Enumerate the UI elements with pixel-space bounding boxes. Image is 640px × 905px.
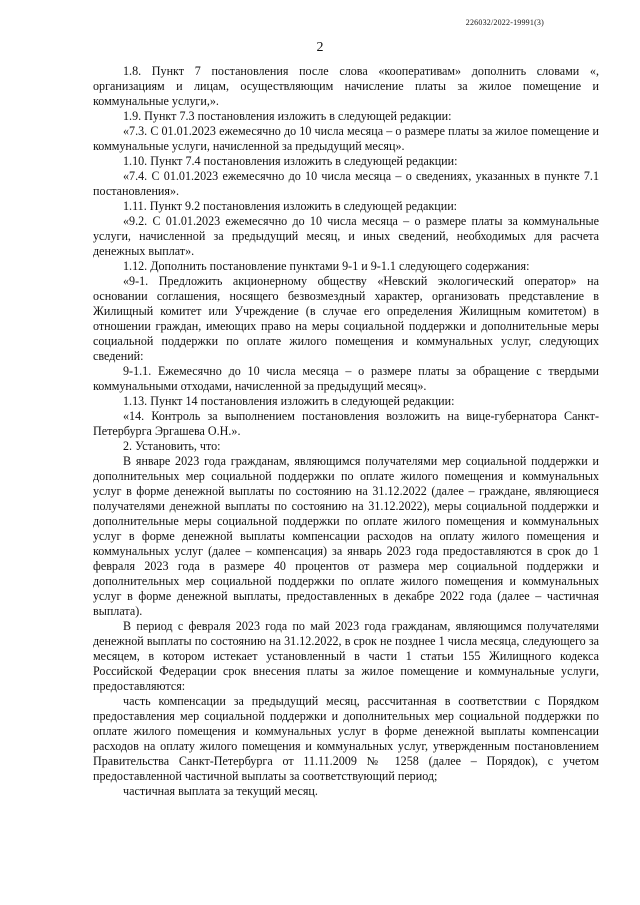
paragraph-9-2-text: «9.2. С 01.01.2023 ежемесячно до 10 числа месяца – о размере платы за коммунальные услуги, начисленной за предыдущий месяц, и иных сведений, необходимых для расчета денежных выплат». <box>93 214 599 258</box>
document-body <box>93 64 599 799</box>
paragraph-1-10: 1.10. Пункт 7.4 постановления изложить в следующей редакции: <box>123 154 458 168</box>
page-number: 2 <box>316 40 324 55</box>
paragraph-1-13: 1.13. Пункт 14 постановления изложить в следующей редакции: <box>123 394 455 408</box>
paragraph-compensation-part: часть компенсации за предыдущий месяц, рассчитанная в соответствии с Порядком предоставления мер социальной поддержки и дополнительных мер социальной поддержки по оплате жилого помещения и коммунальных услуг в форме денежной выплаты компенсации расходов на оплату жилого помещения и коммунальных услуг, утвержденным постановлением Правительства Санкт-Петербурга от 11.11.2009 № 1258 (далее – Порядок), с учетом предоставленной частичной выплаты за соответствующий период; <box>93 694 599 783</box>
paragraph-1-11: 1.11. Пункт 9.2 постановления изложить в следующей редакции: <box>123 199 458 213</box>
paragraph-9-1-1-text: 9-1.1. Ежемесячно до 10 числа месяца – о размере платы за обращение с твердыми коммунальными отходами, начисленной за предыдущий месяц». <box>93 364 599 393</box>
paragraph-1-9: 1.9. Пункт 7.3 постановления изложить в следующей редакции: <box>123 109 452 123</box>
paragraph-1-12: 1.12. Дополнить постановление пунктами 9-1 и 9-1.1 следующего содержания: <box>123 259 530 273</box>
paragraph-9-1-text: «9-1. Предложить акционерному обществу «Невский экологический оператор» на основании соглашения, носящего безвозмездный характер, организовать представление в Жилищный комитет или Учреждение (в случае его определения Жилищным комитетом) в отношении граждан, имеющих право на меры социальной поддержки и дополнительные меры социальной поддержки по оплате жилого помещения и коммунальных услуг, следующих сведений: <box>93 274 599 363</box>
paragraph-7-4-text: «7.4. С 01.01.2023 ежемесячно до 10 числа месяца – о сведениях, указанных в пункте 7.1 постановления». <box>93 169 599 198</box>
paragraph-february-may-2023: В период с февраля 2023 года по май 2023 года гражданам, являющимся получателями денежной выплаты по состоянию на 31.12.2022, в срок не позднее 1 числа месяца, следующего за месяцем, в котором истекает установленный в части 1 статьи 155 Жилищного кодекса Российской Федерации срок внесения платы за жилое помещение и коммунальные услуги, предоставляются: <box>93 619 599 693</box>
paragraph-14-text: «14. Контроль за выполнением постановления возложить на вице-губернатора Санкт-Петербурга Эргашева О.Н.». <box>93 409 599 438</box>
paragraph-7-3-text: «7.3. С 01.01.2023 ежемесячно до 10 числа месяца – о размере платы за жилое помещение и коммунальные услуги, начисленной за предыдущий месяц». <box>93 124 599 153</box>
paragraph-partial-payment: частичная выплата за текущий месяц. <box>123 784 318 798</box>
paragraph-january-2023: В январе 2023 года гражданам, являющимся получателями мер социальной поддержки и дополнительных мер социальной поддержки по оплате жилого помещения и коммунальных услуг в форме денежной выплаты по состоянию на 31.12.2022 (далее – граждане, являющиеся получателями денежной выплаты по состоянию на 31.12.2022), меры социальной поддержки и дополнительные меры социальной поддержки по оплате жилого помещения и коммунальных услуг в форме денежной выплаты компенсации расходов на оплату жилого помещения и коммунальных услуг (далее – компенсация) за январь 2023 года предоставляются в срок до 1 февраля 2023 года в размере 40 процентов от размера мер социальной поддержки и дополнительных мер социальной поддержки по оплате жилого помещения и коммунальных услуг в форме денежной выплаты, предоставленных в декабре 2022 года (далее – частичная выплата). <box>93 454 599 618</box>
paragraph-1-8: 1.8. Пункт 7 постановления после слова «кооперативам» дополнить словами «, организациям и лицам, осуществляющим начисление платы за жилое помещение и коммунальные услуги,». <box>93 64 599 108</box>
paragraph-2: 2. Установить, что: <box>123 439 221 453</box>
document-id: 226032/2022-19991(3) <box>465 18 544 27</box>
